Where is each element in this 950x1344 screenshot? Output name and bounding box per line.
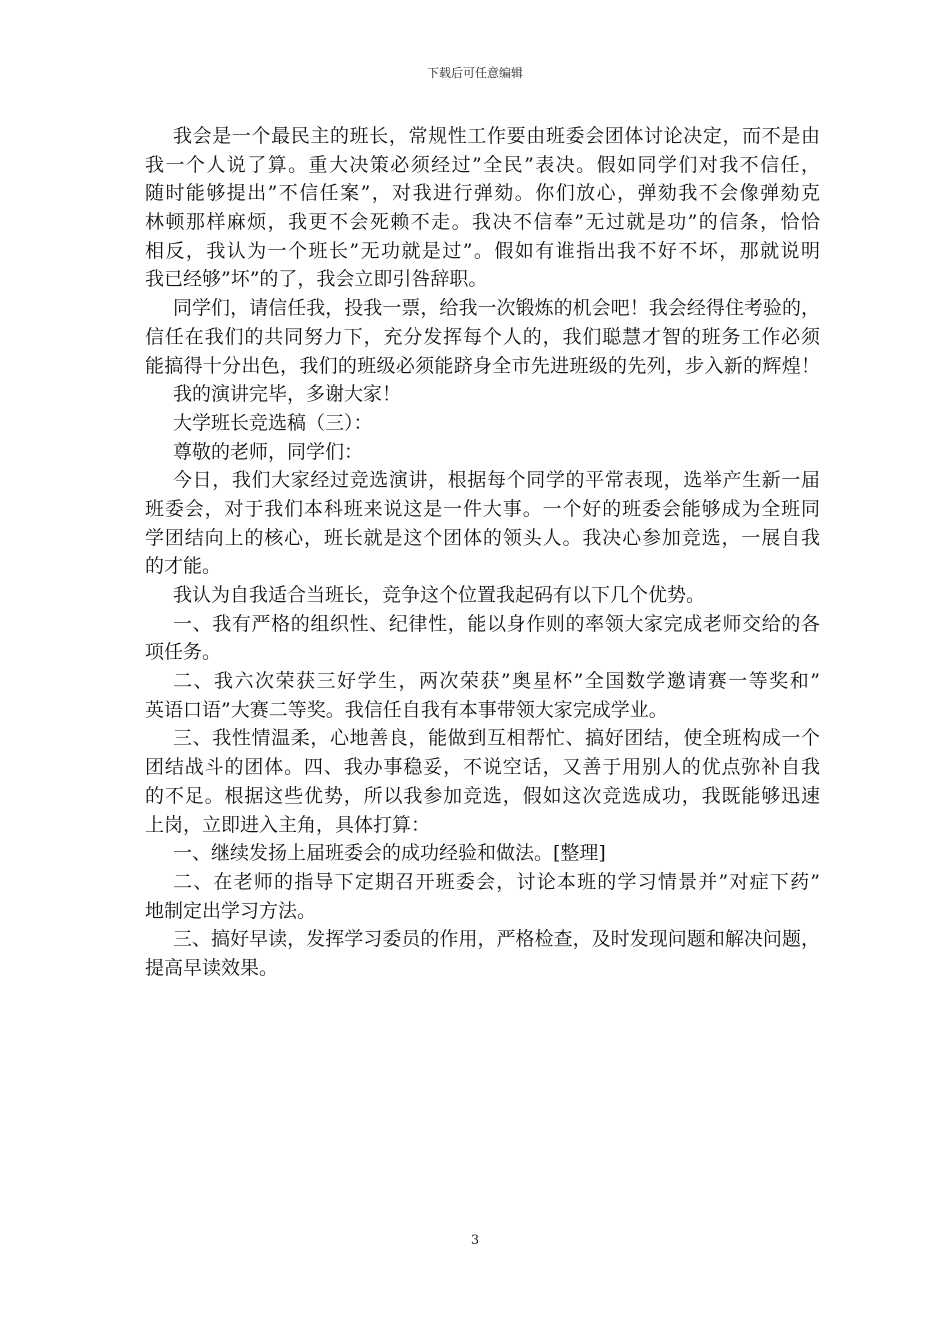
- body-line: 提高早读效果。: [145, 956, 279, 979]
- body-line: 相反，我认为一个班长”无功就是过”。假如有谁指出我不好不坏，那就说明: [145, 239, 820, 262]
- body-line: 三、我性情温柔，心地善良，能做到互相帮忙、搞好团结，使全班构成一个: [173, 727, 820, 750]
- body-line: 信任在我们的共同努力下，充分发挥每个人的，我们聪慧才智的班务工作必须: [145, 325, 820, 348]
- body-line: 同学们，请信任我，投我一票，给我一次锻炼的机会吧！我会经得住考验的，: [173, 297, 820, 320]
- body-line: 团结战斗的团体。四、我办事稳妥，不说空话，又善于用别人的优点弥补自我: [145, 756, 820, 779]
- body-line: 一、继续发扬上届班委会的成功经验和做法。[整理]: [173, 842, 606, 865]
- body-line: 我的演讲完毕，多谢大家！: [173, 383, 402, 406]
- body-line: 我会是一个最民主的班长，常规性工作要由班委会团体讨论决定，而不是由: [173, 125, 820, 147]
- body-line: 学团结向上的核心，班长就是这个团体的领头人。我决心参加竞选，一展自我: [145, 526, 820, 549]
- body-line: 英语口语”大赛二等奖。我信任自我有本事带领大家完成学业。: [145, 698, 668, 721]
- body-line: 能搞得十分出色，我们的班级必须能跻身全市先进班级的先列，步入新的辉煌！: [145, 354, 820, 377]
- document-body: [145, 122, 820, 983]
- body-line: 我一个人说了算。重大决策必须经过”全民”表决。假如同学们对我不信任，: [145, 153, 820, 176]
- body-line: 林顿那样麻烦，我更不会死赖不走。我决不信奉”无过就是功”的信条，恰恰: [145, 211, 820, 234]
- body-line: 的才能。: [145, 555, 222, 578]
- body-line: 我认为自我适合当班长，竞争这个位置我起码有以下几个优势。: [173, 584, 706, 606]
- body-line: 班委会，对于我们本科班来说这是一件大事。一个好的班委会能够成为全班同: [145, 497, 820, 520]
- body-line: 项任务。: [145, 641, 222, 664]
- body-line: 三、搞好早读，发挥学习委员的作用，严格检查，及时发现问题和解决问题，: [173, 928, 820, 951]
- body-line: 二、在老师的指导下定期召开班委会，讨论本班的学习情景并”对症下药”: [173, 870, 820, 893]
- body-line: 随时能够提出”不信任案”，对我进行弹劾。你们放心，弹劾我不会像弹劾克: [145, 182, 820, 205]
- body-line: 我已经够”坏”的了，我会立即引咎辞职。: [145, 268, 488, 291]
- page-header: 下载后可任意编辑: [426, 66, 523, 80]
- page-number: 3: [470, 1233, 480, 1248]
- section-heading: 大学班长竞选稿（三）：: [173, 411, 373, 434]
- body-line: 二、我六次荣获三好学生，两次荣获”奥星杯”全国数学邀请赛一等奖和”: [173, 670, 820, 693]
- body-line: 今日，我们大家经过竞选演讲，根据每个同学的平常表现，选举产生新一届: [173, 469, 820, 492]
- body-line: 的不足。根据这些优势，所以我参加竞选，假如这次竞选成功，我既能够迅速: [145, 784, 820, 807]
- body-line: 上岗，立即进入主角，具体打算：: [145, 813, 431, 836]
- salutation: 尊敬的老师，同学们：: [173, 440, 364, 463]
- body-line: 地制定出学习方法。: [145, 899, 317, 922]
- body-line: 一、我有严格的组织性、纪律性，能以身作则的率领大家完成老师交给的各: [173, 612, 820, 635]
